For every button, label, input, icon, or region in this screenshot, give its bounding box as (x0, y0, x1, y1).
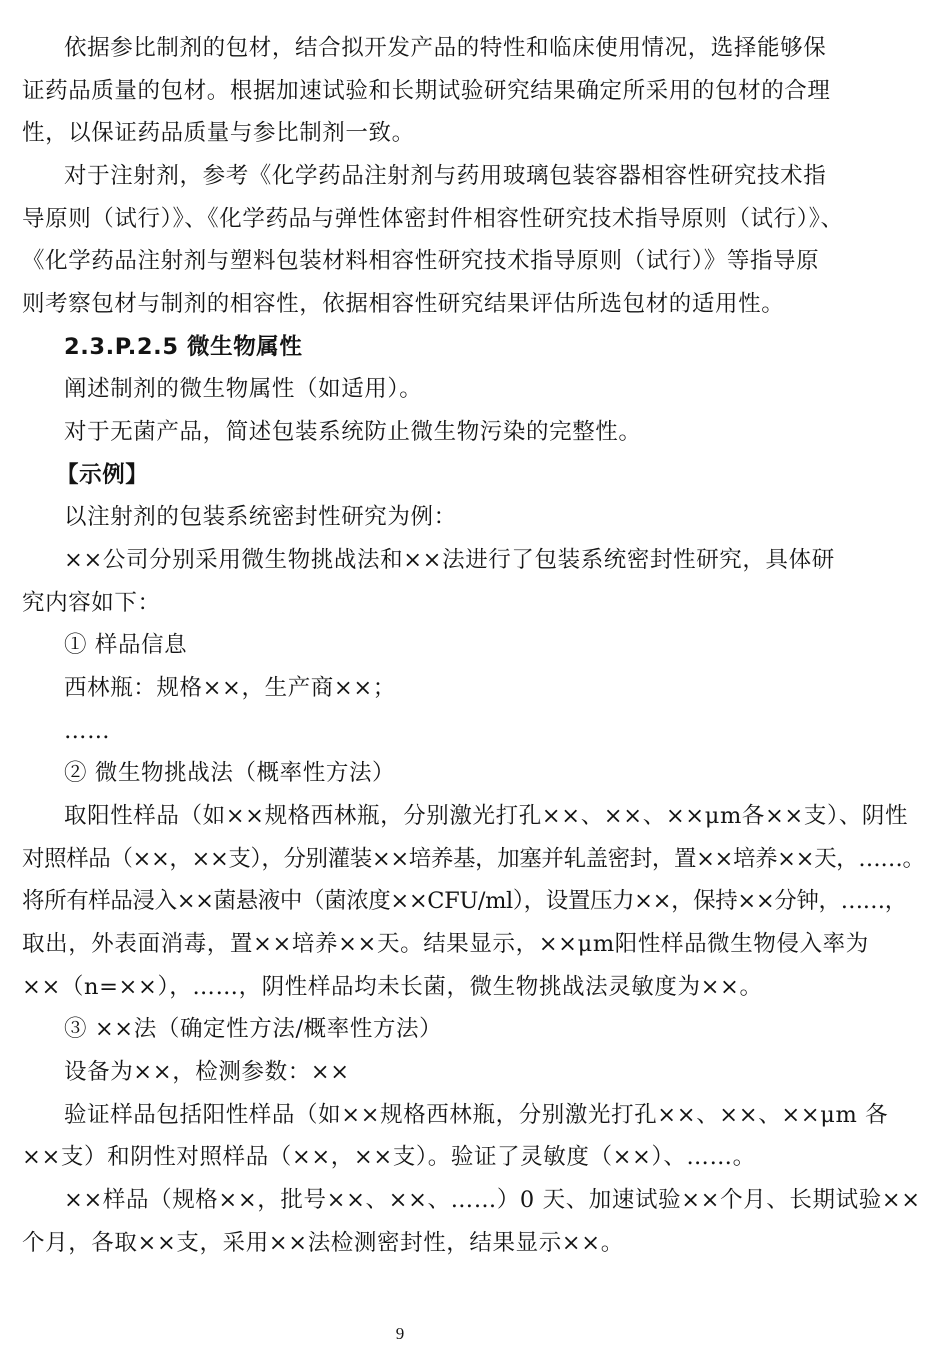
paragraph-line: 以注射剂的包装系统密封性研究为例： (64, 504, 457, 530)
paragraph-line: ××样品（规格××，批号××、××、……）0 天、加速试验××个月、长期试验×× (64, 1187, 921, 1213)
paragraph-line: 西林瓶：规格××，生产商××； (64, 675, 396, 701)
paragraph-line: 《化学药品注射剂与塑料包装材料相容性研究技术指导原则（试行）》等指导原 (22, 248, 820, 274)
paragraph-line: 证药品质量的包材。根据加速试验和长期试验研究结果确定所采用的包材的合理 (22, 78, 831, 104)
paragraph-line: 设备为××，检测参数：×× (64, 1059, 350, 1085)
paragraph-line: 个月，各取××支，采用××法检测密封性，结果显示××。 (22, 1230, 624, 1256)
paragraph-line: 对于注射剂，参考《化学药品注射剂与药用玻璃包装容器相容性研究技术指 (64, 163, 827, 189)
paragraph-line: ××支）和阴性对照样品（××，××支）。验证了灵敏度（××）、……。 (22, 1144, 756, 1170)
page-number: 9 (395, 1324, 405, 1343)
paragraph-line: 对照样品（××，××支），分别灌装××培养基，加塞并轧盖密封，置××培养××天，……。 (22, 846, 925, 872)
list-item-heading: ③ ××法（确定性方法/概率性方法） (64, 1016, 443, 1042)
list-item-heading: ① 样品信息 (64, 632, 188, 658)
paragraph-line: ××公司分别采用微生物挑战法和××法进行了包装系统密封性研究，具体研 (64, 547, 835, 573)
paragraph-line: 取出，外表面消毒，置××培养××天。结果显示，××μm阳性样品微生物侵入率为 (22, 931, 869, 957)
paragraph-line: 导原则（试行）》、《化学药品与弹性体密封件相容性研究技术指导原则（试行）》、 (22, 206, 844, 232)
paragraph-line: 对于无菌产品，简述包装系统防止微生物污染的完整性。 (64, 419, 642, 445)
paragraph-line: 验证样品包括阳性样品（如××规格西林瓶，分别激光打孔××、××、××μm 各 (64, 1102, 889, 1128)
paragraph-line: 则考察包材与制剂的相容性，依据相容性研究结果评估所选包材的适用性。 (22, 291, 785, 317)
section-heading: 2.3.P.2.5 微生物属性 (64, 334, 303, 360)
paragraph-line: 将所有样品浸入××菌悬液中（菌浓度××CFU/ml），设置压力××，保持××分钟，……， (22, 888, 907, 914)
paragraph-line: 阐述制剂的微生物属性（如适用）。 (64, 376, 423, 402)
paragraph-line: 性，以保证药品质量与参比制剂一致。 (22, 120, 415, 146)
ellipsis-line: …… (64, 718, 111, 744)
paragraph-line: 依据参比制剂的包材，结合拟开发产品的特性和临床使用情况，选择能够保 (64, 35, 827, 61)
list-item-heading: ② 微生物挑战法（概率性方法） (64, 760, 396, 786)
paragraph-line: 取阳性样品（如××规格西林瓶，分别激光打孔××、××、××μm各××支）、阴性 (64, 803, 909, 829)
paragraph-line: 究内容如下： (22, 590, 161, 616)
example-heading: 【示例】 (56, 462, 149, 488)
paragraph-line: ××（n=××），……，阴性样品均未长菌，微生物挑战法灵敏度为××。 (22, 974, 763, 1000)
